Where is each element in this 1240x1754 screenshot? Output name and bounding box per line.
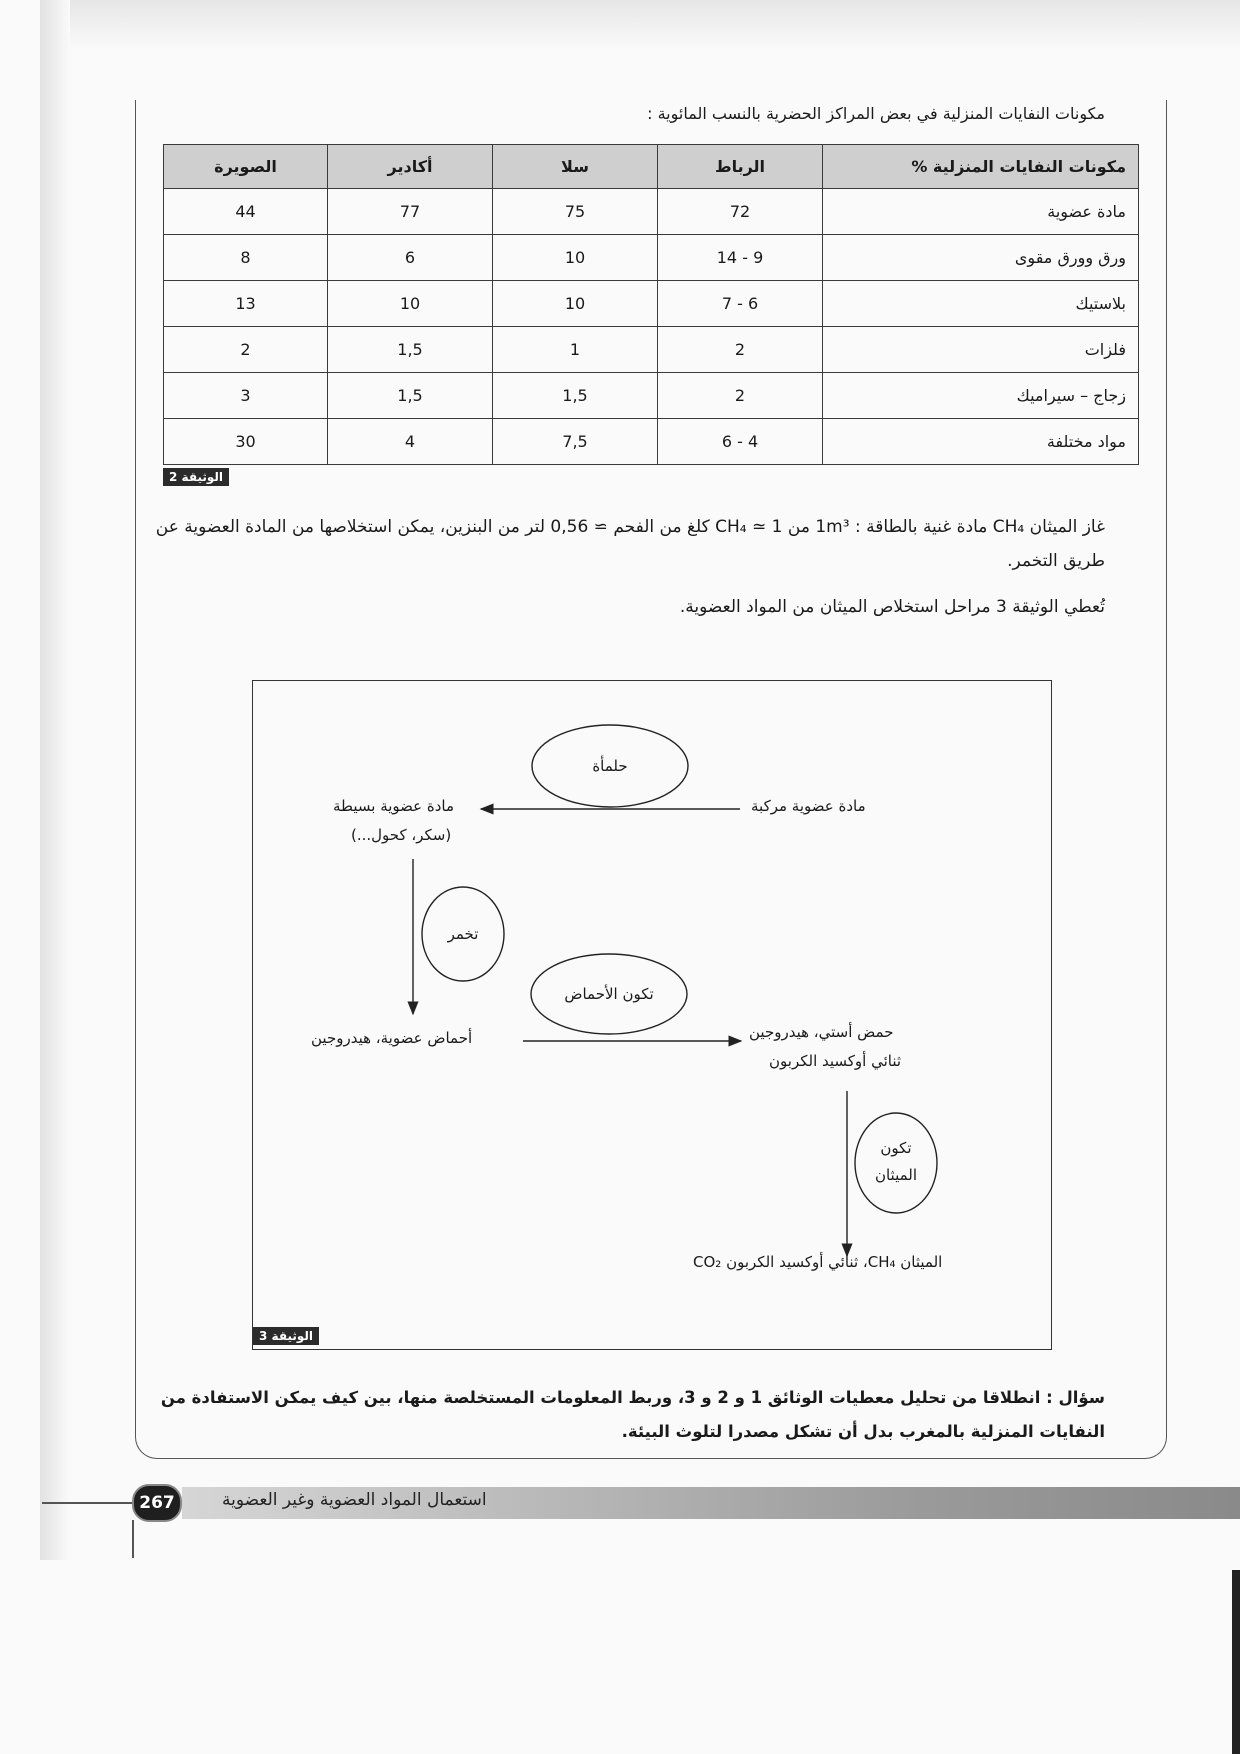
table-cell: 7,5: [493, 419, 658, 465]
footer-tail-rule: [132, 1520, 134, 1558]
question-text: سؤال : انطلاقا من تحليل معطيات الوثائق 1 و 2 و 3، وربط المعلومات المستخلصة منها، بين كيف يمكن الاستفادة من النفايات المنزلية بالمغرب بدل أن تشكل مصدرا لتلوث البيئة.: [160, 1388, 1105, 1441]
table-row: [164, 327, 1139, 373]
table-cell: 75: [493, 189, 658, 235]
table-cell: 77: [328, 189, 493, 235]
table-cell: 72: [658, 189, 823, 235]
table-cell: 1,5: [328, 327, 493, 373]
table-cell: 2: [164, 327, 328, 373]
table-header-row: [164, 145, 1139, 189]
header-components: مكونات النفايات المنزلية %: [823, 145, 1139, 189]
table-cell: 2: [658, 327, 823, 373]
table-cell: 6: [328, 235, 493, 281]
complex-organic-label: مادة عضوية مركبة: [751, 797, 866, 815]
page-shadow-top: [40, 0, 1240, 50]
methanogenesis-label-2: الميثان: [874, 1166, 918, 1184]
scan-edge: [1232, 1570, 1240, 1754]
row-label: زجاج – سيراميك: [823, 373, 1139, 419]
diagram-arrows: [253, 681, 1051, 1349]
methanogenesis-label-1: تكون: [880, 1139, 912, 1157]
table-cell: 4: [328, 419, 493, 465]
carbon-dioxide-label: ثنائي أوكسيد الكربون: [769, 1052, 902, 1070]
methanization-diagram: [252, 680, 1052, 1350]
final-products-label: الميثان CH₄، ثنائي أوكسيد الكربون CO₂: [693, 1253, 943, 1271]
table-cell: 1,5: [493, 373, 658, 419]
table-cell: 10: [493, 281, 658, 327]
table-cell: 44: [164, 189, 328, 235]
table-row: [164, 281, 1139, 327]
fermentation-label: تخمر: [447, 925, 479, 943]
acetic-acid-label: حمض أستي، هيدروجين: [749, 1023, 894, 1041]
row-label: ورق وورق مقوى: [823, 235, 1139, 281]
organic-acids-label: أحماض عضوية، هيدروجين: [311, 1029, 473, 1047]
table-cell: 3: [164, 373, 328, 419]
table-cell: 8: [164, 235, 328, 281]
doc-tag-2: الوثيقة 2: [163, 468, 229, 486]
header-agadir: أكادير: [328, 145, 493, 189]
table-cell: 1,5: [328, 373, 493, 419]
header-sale: سلا: [493, 145, 658, 189]
simple-organic-label: مادة عضوية بسيطة: [333, 797, 455, 815]
row-label: مواد مختلفة: [823, 419, 1139, 465]
row-label: بلاستيك: [823, 281, 1139, 327]
table-row: [164, 419, 1139, 465]
table-cell: 13: [164, 281, 328, 327]
table-cell: 2: [658, 373, 823, 419]
table-cell: 10: [328, 281, 493, 327]
table-caption: مكونات النفايات المنزلية في بعض المراكز الحضرية بالنسب المائوية :: [647, 104, 1105, 123]
doc-tag-3: الوثيقة 3: [253, 1327, 319, 1345]
table-cell: 4 - 6: [658, 419, 823, 465]
hydrolysis-label: حلمأة: [592, 757, 628, 775]
table-cell: 30: [164, 419, 328, 465]
header-rabat: الرباط: [658, 145, 823, 189]
page-number: 267: [132, 1484, 182, 1522]
footer-rule: [42, 1502, 132, 1504]
simple-organic-examples: (سكر، كحول...): [351, 826, 452, 844]
chapter-title: استعمال المواد العضوية وغير العضوية: [222, 1490, 487, 1510]
table-row: [164, 373, 1139, 419]
header-essaouira: الصويرة: [164, 145, 328, 189]
table-cell: 10: [493, 235, 658, 281]
doc3-intro: تُعطي الوثيقة 3 مراحل استخلاص الميثان من المواد العضوية.: [679, 597, 1105, 617]
page-shadow-left: [40, 0, 70, 1560]
acidogenesis-label: تكون الأحماض: [564, 985, 654, 1003]
table-row: [164, 189, 1139, 235]
row-label: مادة عضوية: [823, 189, 1139, 235]
table-row: [164, 235, 1139, 281]
methane-paragraph: غاز الميثان CH₄ مادة غنية بالطاقة : 1m³ من CH₄ ≃ 1 كلغ من الفحم ≃ 0,56 لتر من البنزين، يمكن استخلاصها من المادة العضوية عن طريق التخمر.: [155, 517, 1105, 571]
table-cell: 1: [493, 327, 658, 373]
row-label: فلزات: [823, 327, 1139, 373]
waste-composition-table: [163, 144, 1139, 465]
table-cell: 6 - 7: [658, 281, 823, 327]
table-cell: 9 - 14: [658, 235, 823, 281]
